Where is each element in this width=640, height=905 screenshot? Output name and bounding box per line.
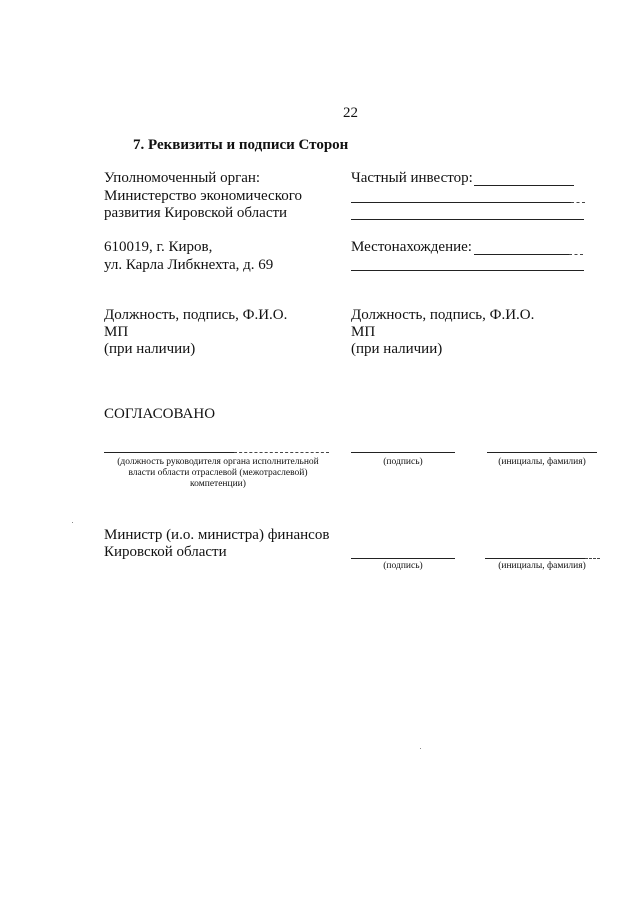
location-line-1 [474, 254, 569, 255]
minister-signature-line [351, 558, 455, 559]
left-party-line1: Уполномоченный орган: [104, 170, 261, 186]
left-party-line3: развития Кировской области [104, 205, 288, 221]
official-line [104, 452, 234, 453]
location-line-2 [351, 270, 584, 271]
investor-label: Частный инвестор: [351, 170, 473, 186]
scan-speck [72, 522, 73, 523]
minister-line2: Кировской области [104, 544, 227, 560]
right-party-stamp-note: (при наличии) [351, 341, 443, 357]
approval-signature-caption: (подпись) [383, 457, 423, 467]
minister-line1: Министр (и.о. министра) финансов [104, 527, 330, 543]
section-title: 7. Реквизиты и подписи Сторон [133, 137, 349, 153]
investor-line-2-tail [571, 202, 585, 203]
official-line-tail [234, 452, 329, 453]
page-number: 22 [343, 105, 358, 121]
location-label: Местонахождение: [351, 239, 472, 255]
minister-initials-line-tail [585, 558, 600, 559]
left-party-stamp-note: (при наличии) [104, 341, 196, 357]
approval-initials-line [487, 452, 597, 453]
investor-line-3 [351, 219, 584, 220]
location-line-1-tail [569, 254, 583, 255]
minister-initials-line [485, 558, 585, 559]
left-party-position: Должность, подпись, Ф.И.О. [104, 307, 288, 323]
scan-speck [420, 748, 421, 749]
left-party-stamp: МП [104, 324, 129, 340]
minister-initials-caption: (инициалы, фамилия) [498, 561, 586, 571]
left-party-address1: 610019, г. Киров, [104, 239, 213, 255]
approval-title: СОГЛАСОВАНО [104, 406, 216, 422]
official-caption: (должность руководителя органа исполнительной власти области отраслевой (межотраслевой) компетенции) [117, 457, 319, 489]
right-party-position: Должность, подпись, Ф.И.О. [351, 307, 535, 323]
minister-signature-caption: (подпись) [383, 561, 423, 571]
right-party-stamp: МП [351, 324, 376, 340]
approval-initials-caption: (инициалы, фамилия) [498, 457, 586, 467]
left-party-address2: ул. Карла Либкнехта, д. 69 [104, 257, 274, 273]
investor-line-2 [351, 202, 571, 203]
left-party-line2: Министерство экономического [104, 188, 302, 204]
approval-signature-line [351, 452, 455, 453]
investor-name-line [474, 185, 574, 186]
